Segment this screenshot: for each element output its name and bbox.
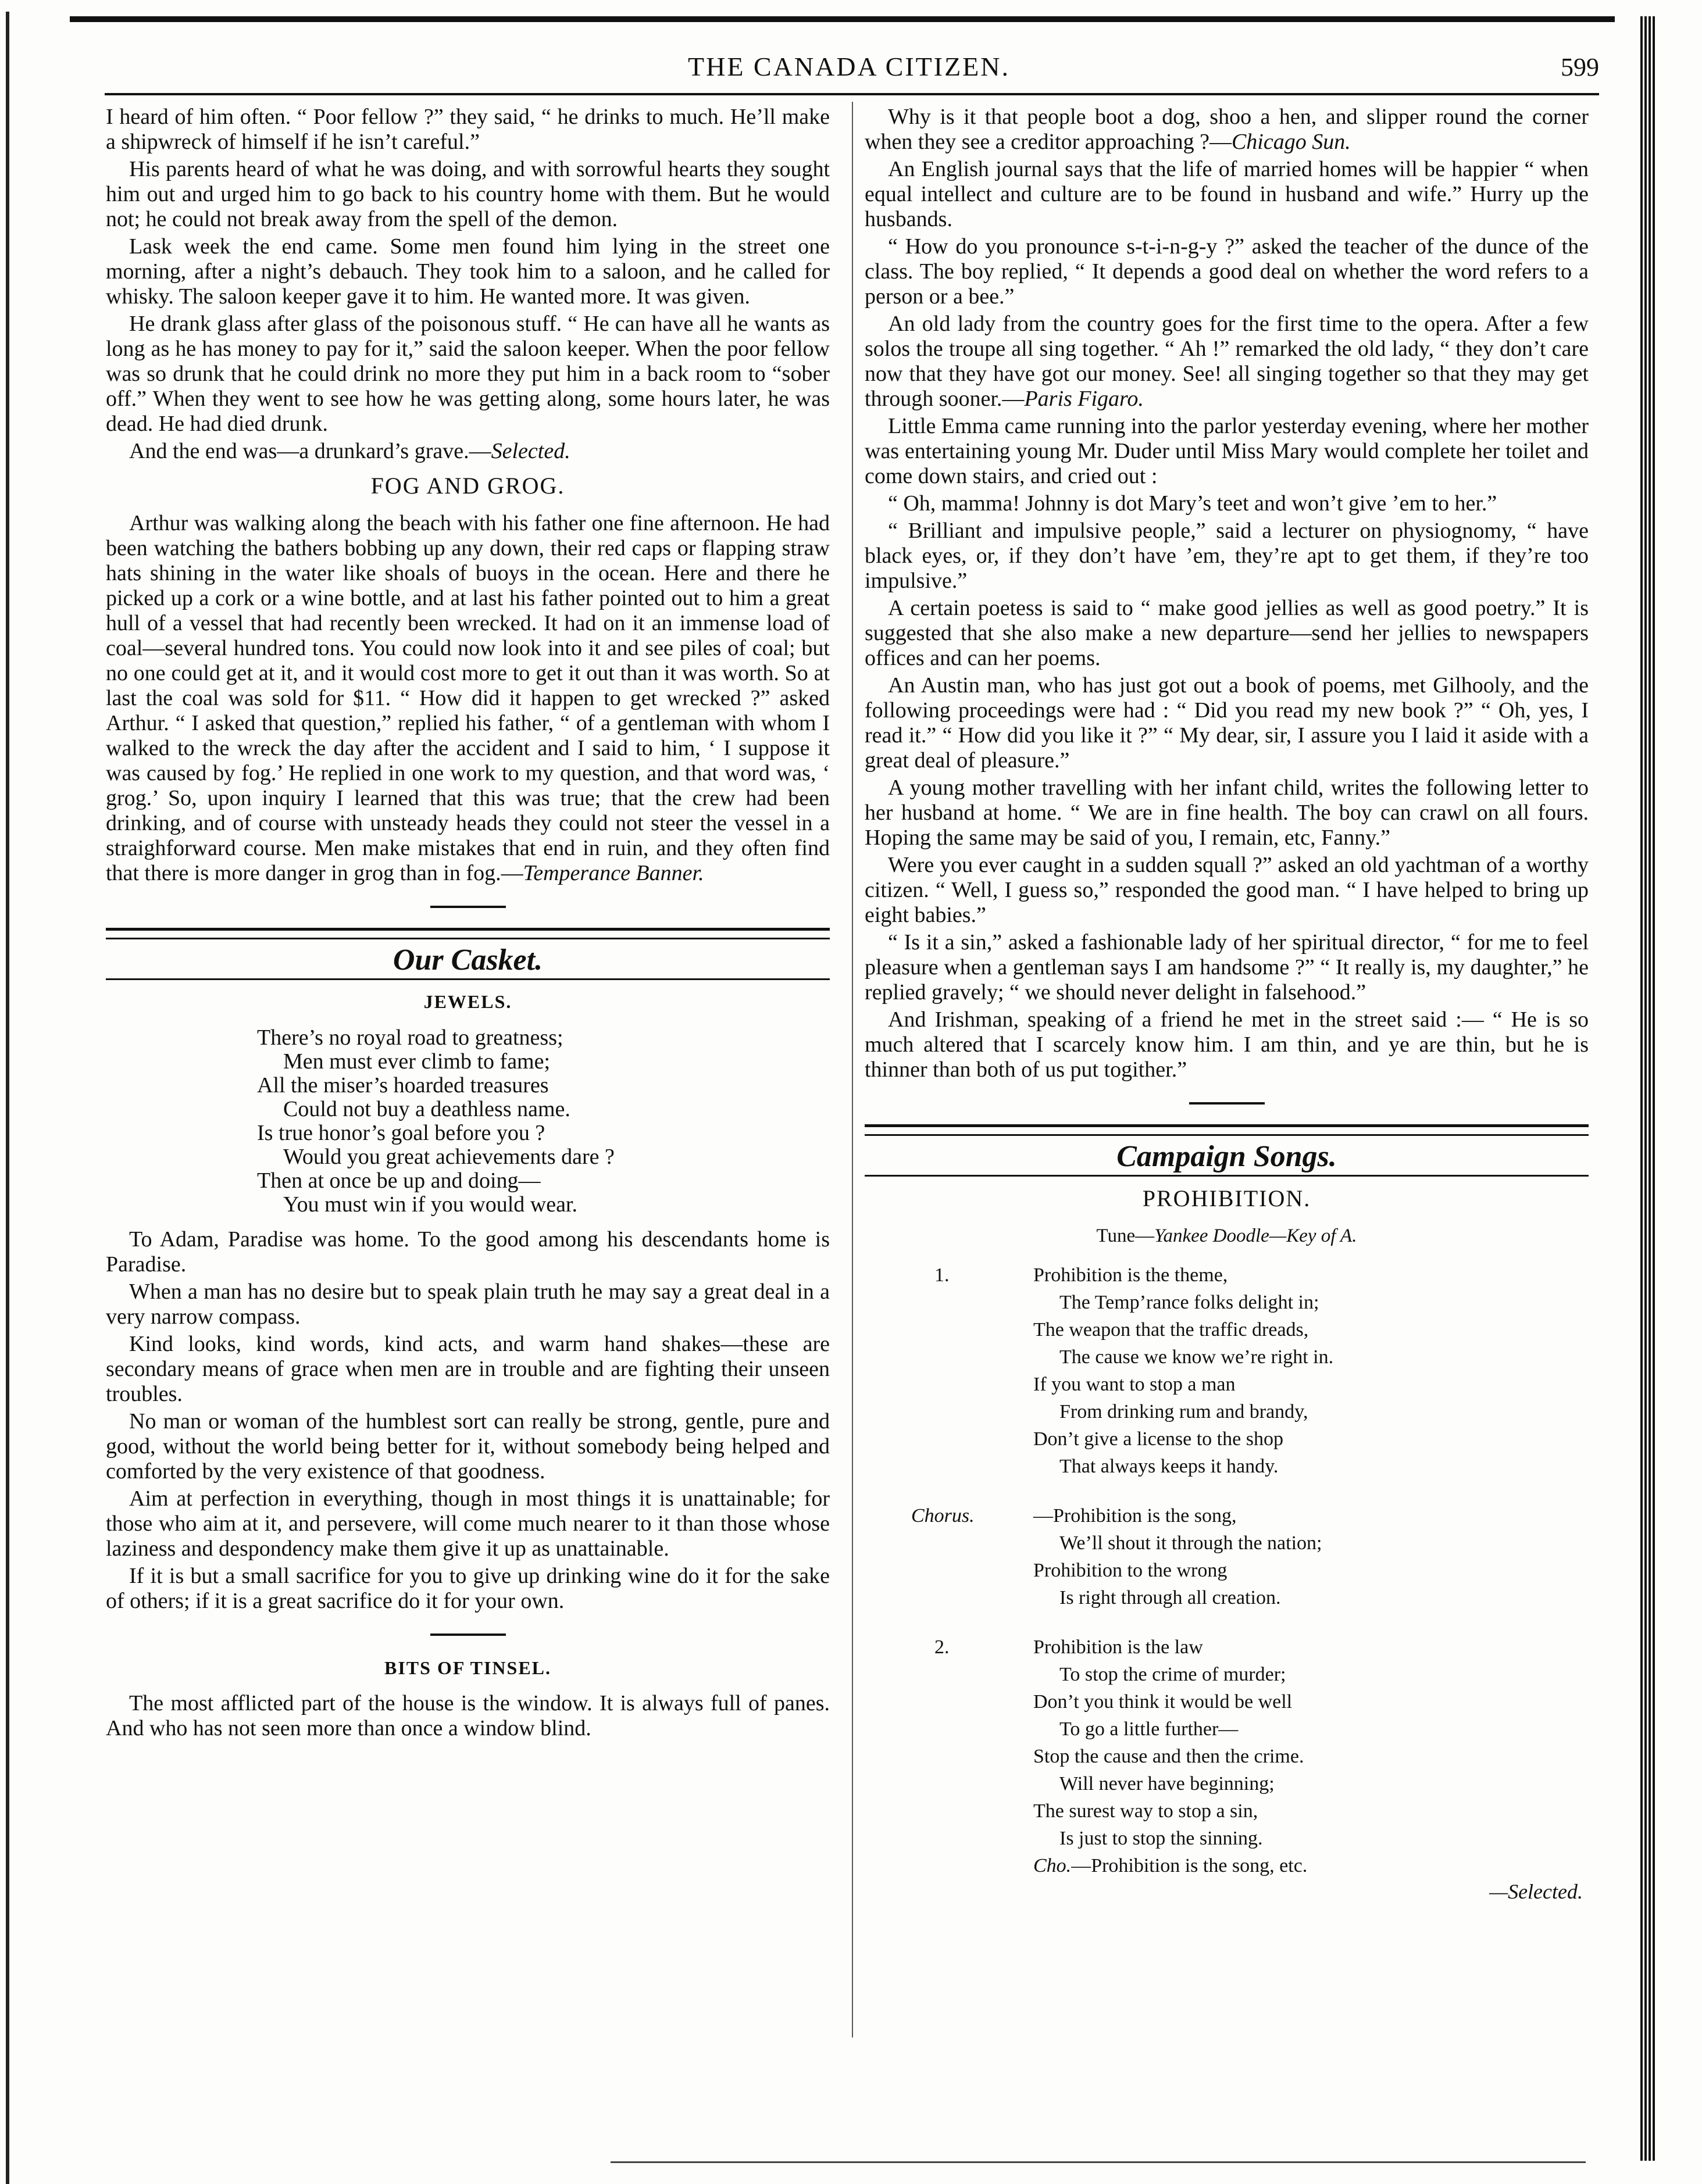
poem-line: There’s no royal road to greatness; (257, 1025, 563, 1050)
article-text: Arthur was walking along the beach with his father one fine afternoon. He had been watching the bathers bobbing up any down, their red caps or flapping straw hats shining in the water like shoals of buoys in the ocean. Here and there he picked up a cork or a wine bottle, and at last his father pointed out to him a great hull of a vessel that had recently been wrecked. It had on it an immense load of coal—several hundred tons. You could now look into it and see piles of coal; but no one could get at it, and it would cost more to get it out than it was worth. So at last the coal was sold for $11. “ How did it happen to get wrecked ?” asked Arthur. “ I asked that question,” replied his father, “ of a gentleman with whom I walked to the wreck the day after the accident and I said to him, ‘ I suppose it was caused by fog.’ He replied in one work to my question, and that word was, ‘ grog.’ So, upon inquiry I learned that this was true; that the crew had been drinking, and of course with unsteady heads they could not steer the vessel in a straighforward course. Men make mistakes that end in ruin, and they often find that there is more danger in grog than in fog.— (106, 511, 830, 885)
song-line: Prohibition to the wrong (1033, 1560, 1228, 1581)
paragraph: Kind looks, kind words, kind acts, and warm hand shakes—these are secondary means of grace when men are in trouble and are fighting their unseen troubles. (106, 1332, 830, 1406)
cho-label: Cho. (1033, 1855, 1072, 1876)
paragraph: No man or woman of the humblest sort can really be strong, gentle, pure and good, without the world being better for it, without somebody being helped and comforted by the very existence of that goodness. (106, 1409, 830, 1484)
double-rule (106, 928, 830, 939)
paragraph: A young mother travelling with her infant child, writes the following letter to her husband at home. “ We are in fine health. The boy can crawl on all fours. Hoping the same may be said of you, I remain, etc, Fanny.” (865, 775, 1589, 850)
paragraph: Little Emma came running into the parlor yesterday evening, where her mother was entertaining young Mr. Duder until Miss Mary would complete her toilet and come down stairs, and cried out : (865, 414, 1589, 488)
song-line: If you want to stop a man (1033, 1374, 1236, 1395)
verse-number: 2. (934, 1636, 950, 1658)
article-title-fog-and-grog: FOG AND GROG. (370, 473, 565, 499)
paragraph-text: Why is it that people boot a dog, shoo a hen, and slipper round the corner when they see a creditor approaching ?— (865, 105, 1589, 154)
song-line: The surest way to stop a sin, (1033, 1800, 1258, 1822)
top-border (70, 16, 1615, 22)
article-body (106, 511, 830, 886)
paragraph: His parents heard of what he was doing, and with sorrowful hearts they sought him out and urged him to go back to his country home with them. But he would not; he could not break away from the spell of the demon. (106, 157, 830, 231)
source-credit: Paris Figaro. (1024, 387, 1144, 411)
lyric-text: Prohibition is the law (1033, 1636, 1203, 1658)
song-line: Is just to stop the sinning. (1059, 1828, 1263, 1849)
paragraph: A certain poetess is said to “ make good jellies as well as good poetry.” It is suggested that she also make a new departure—send her jellies to newspapers offices and can her poems. (865, 596, 1589, 670)
song-line: We’ll shout it through the nation; (1059, 1532, 1322, 1554)
song-line: From drinking rum and brandy, (1059, 1401, 1308, 1422)
paragraph: “ Oh, mamma! Johnny is dot Mary’s teet and won’t give ’em to her.” (888, 491, 1497, 516)
paragraph: He drank glass after glass of the poisonous stuff. “ He can have all he wants as long as he has money to pay for it,” said the saloon keeper. When the poor fellow was so drunk that he could drink no more they put him in a back room to “sober off.” When they went to see how he was getting along, some hours later, he was dead. He had died drunk. (106, 312, 830, 436)
song-line: The Temp’rance folks delight in; (1059, 1292, 1319, 1313)
song-line: Is right through all creation. (1059, 1587, 1281, 1608)
right-border (1640, 16, 1655, 2161)
poem-line: Is true honor’s goal before you ? (257, 1121, 545, 1145)
paragraph: An Austin man, who has just got out a book of poems, met Gilhooly, and the following proceedings were had : “ Did you read my new book ?” “ Oh, yes, I read it.” “ How did you like it ?” “ My dear, sir, I assure you I laid it aside with a great deal of pleasure.” (865, 673, 1589, 773)
poem-line: Men must ever climb to fame; (283, 1049, 551, 1074)
song-line (934, 1852, 1589, 1879)
paragraph: To Adam, Paradise was home. To the good among his descendants home is Paradise. (106, 1227, 830, 1277)
lyric-text: Prohibition is the theme, (1033, 1264, 1228, 1286)
column-divider (852, 102, 853, 2038)
bottom-border (611, 2161, 1586, 2163)
song-line (934, 1633, 1589, 1661)
source-credit: —Selected. (1489, 1880, 1583, 1903)
source-credit: Chicago Sun. (1231, 130, 1351, 154)
tune-label: Tune— (1096, 1225, 1155, 1246)
tune-line (865, 1224, 1589, 1249)
song-line: That always keeps it handy. (1059, 1456, 1279, 1477)
subsection-title-bits-of-tinsel: BITS OF TINSEL. (384, 1657, 551, 1678)
lyric-text (934, 1852, 1589, 1879)
song-line (911, 1502, 1589, 1529)
song-line: Stop the cause and then the crime. (1033, 1746, 1304, 1767)
section-rule (1189, 1102, 1265, 1104)
paragraph: “ Is it a sin,” asked a fashionable lady of her spiritual director, “ for me to feel pleasure when a gentleman says I am handsome ?” “ It really is, my daughter,” he replied gravely; “ we should never delight in falsehood.” (865, 930, 1589, 1005)
paragraph: When a man has no desire but to speak plain truth he may say a great deal in a very narrow compass. (106, 1279, 830, 1329)
stanza-gap (934, 1480, 1589, 1502)
thin-rule (106, 978, 830, 980)
double-rule (865, 1124, 1589, 1136)
poem-line: Then at once be up and doing— (257, 1168, 541, 1193)
paragraph (865, 105, 1589, 155)
paragraph-text: And the end was—a drunkard’s grave.— (129, 439, 491, 463)
stanza-gap (934, 1611, 1589, 1633)
lyric-text: —Prohibition is the song, (1033, 1505, 1237, 1527)
poem-line: Could not buy a deathless name. (283, 1097, 570, 1121)
paragraph (106, 439, 830, 464)
paragraph: If it is but a small sacrifice for you to give up drinking wine do it for the sake of others; if it is a great sacrifice do it for your own. (106, 1564, 830, 1613)
song-line (934, 1261, 1589, 1289)
paragraph: Lask week the end came. Some men found him lying in the street one morning, after a night’s debauch. They took him to a saloon, and he called for whisky. The saloon keeper gave it to him. He wanted more. It was given. (106, 234, 830, 309)
song-line: To stop the crime of murder; (1059, 1664, 1286, 1685)
tune-name: Yankee Doodle—Key of A. (1154, 1225, 1357, 1246)
chorus-label: Chorus. (911, 1505, 975, 1527)
poem (257, 1026, 830, 1217)
paragraph: “ Brilliant and impulsive people,” said a lecturer on physiognomy, “ have black eyes, or, if they don’t have ’em, they’re apt to get them, if they’re too impulsive.” (865, 519, 1589, 593)
paragraph: An English journal says that the life of married homes will be happier “ when equal intellect and culture are to be found in husband and wife.” Hurry up the husbands. (865, 157, 1589, 231)
paragraph: Aim at perfection in everything, though in most things it is unattainable; for those who aim at it, and persevere, will come much nearer to it than those whose laziness and despondency make them give it up as unattainable. (106, 1486, 830, 1561)
song-title-prohibition: PROHIBITION. (1142, 1185, 1311, 1211)
subsection-title-jewels: JEWELS. (423, 991, 512, 1012)
section-rule (430, 906, 506, 908)
poem-line: Would you great achievements dare ? (283, 1145, 615, 1169)
newspaper-title: THE CANADA CITIZEN. (688, 52, 1010, 81)
paragraph: I heard of him often. “ Poor fellow ?” they said, “ he drinks to much. He’ll make a shipwreck of himself if he isn’t careful.” (106, 105, 830, 154)
song-line: Will never have beginning; (1059, 1773, 1275, 1795)
paragraph: “ How do you pronounce s-t-i-n-g-y ?” asked the teacher of the dunce of the class. The boy replied, “ It depends a good deal on whether the word refers to a person or a bee.” (865, 234, 1589, 309)
poem-line: All the miser’s hoarded treasures (257, 1073, 549, 1098)
paragraph: The most afflicted part of the house is the window. It is always full of panes. And who has not seen more than once a window blind. (106, 1691, 830, 1740)
song-line: Don’t you think it would be well (1033, 1691, 1293, 1713)
source-credit: Temperance Banner. (523, 861, 704, 885)
header-rule (105, 93, 1599, 95)
poem-line: You must win if you would wear. (283, 1192, 577, 1217)
song-line: To go a little further— (1059, 1718, 1239, 1740)
paragraph: Were you ever caught in a sudden squall ?” asked an old yachtman of a worthy citizen. “ Well, I guess so,” responded the good man. “ I have helped to bring up eight babies.” (865, 853, 1589, 927)
song-line: Don’t give a license to the shop (1033, 1428, 1283, 1450)
verse-number: 1. (934, 1264, 950, 1286)
song-lyrics (911, 1261, 1589, 1879)
song-line: The weapon that the traffic dreads, (1033, 1319, 1309, 1341)
song-line: The cause we know we’re right in. (1059, 1346, 1334, 1368)
left-column (106, 105, 830, 1743)
section-title-campaign-songs: Campaign Songs. (1116, 1140, 1337, 1173)
page-header (99, 45, 1599, 92)
page-number: 599 (1561, 53, 1599, 81)
section-title-our-casket: Our Casket. (393, 943, 543, 977)
thin-rule (865, 1175, 1589, 1177)
cho-text: —Prohibition is the song, etc. (1071, 1855, 1308, 1876)
source-credit: Selected. (491, 439, 570, 463)
paragraph (865, 312, 1589, 412)
paragraph: And Irishman, speaking of a friend he met in the street said :— “ He is so much altered that I scarcely know him. I am thin, and ye are thin, but he is thinner than both of us put togither.” (865, 1007, 1589, 1082)
left-border (6, 12, 9, 2184)
section-rule (430, 1633, 506, 1636)
paragraph-text: An old lady from the country goes for the first time to the opera. After a few solos the troupe all sing together. “ Ah !” remarked the old lady, “ they don’t care now that they have got our money. See! all singing together so that they may get through sooner.— (865, 312, 1589, 411)
right-column (865, 105, 1589, 1904)
